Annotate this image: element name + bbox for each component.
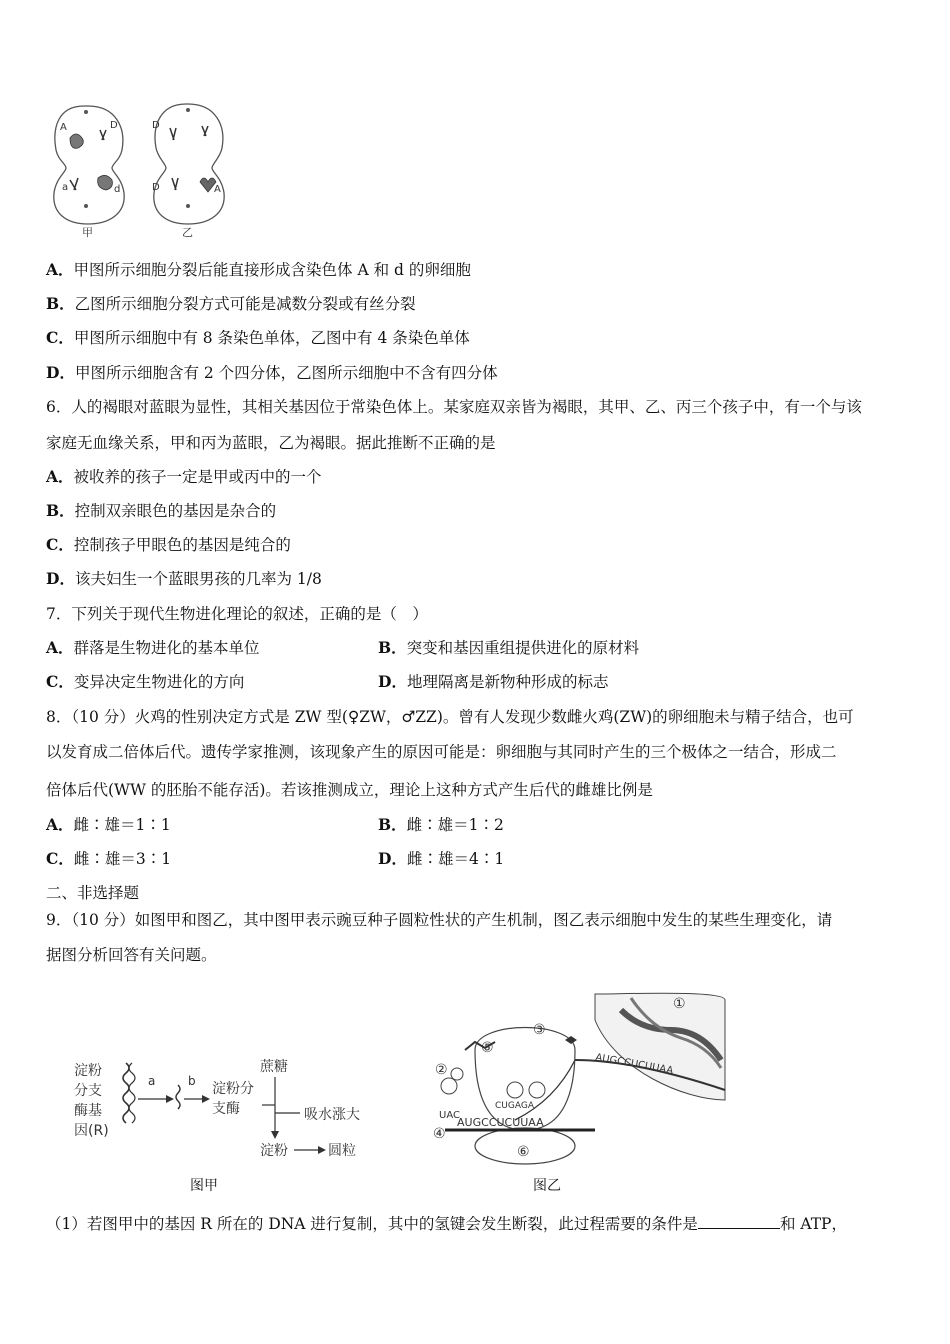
figure-yi-caption: 图乙 (533, 1178, 561, 1194)
anticodon-2: CUGAGA (495, 1101, 534, 1111)
gene-label-4: 因(R) (74, 1123, 109, 1139)
caption-jia: 甲 (82, 226, 93, 238)
cell-division-drawing (48, 98, 238, 238)
q7-stem: 7．下列关于现代生物进化理论的叙述，正确的是（ ） (46, 605, 428, 623)
q8-options-row2 (46, 848, 906, 870)
q8-option-a: A．雌∶雄＝1∶1 (46, 815, 171, 834)
label-3: ③ (533, 1022, 546, 1038)
q8-stem-line1: 8．（10 分）火鸡的性别决定方式是 ZW 型(♀ZW，♂ZZ)。曾有人发现少数雌火鸡(ZW)的卵细胞未与精子结合，也可 (46, 708, 854, 726)
label-5: ⑤ (481, 1040, 494, 1056)
q7-option-a: A．群落是生物进化的基本单位 (46, 638, 260, 657)
figure-yi-diagram (425, 990, 735, 1175)
figure-yi (425, 990, 735, 1200)
figure-jia-diagram (70, 1055, 400, 1200)
mrna-top: AUGCCUCUUAA (594, 1052, 674, 1077)
q5-option-d: D．甲图所示细胞含有 2 个四分体，乙图所示细胞中不含有四分体 (46, 363, 498, 382)
q8-option-d: D．雌∶雄＝4∶1 (378, 849, 505, 868)
label-a: a (62, 182, 69, 193)
q6-option-b: B．控制双亲眼色的基因是杂合的 (46, 501, 277, 520)
q7-option-d: D．地理隔离是新物种形成的标志 (378, 672, 609, 691)
q9-stem-line2: 据图分析回答有关问题。 (46, 946, 217, 964)
q6-option-a: A．被收养的孩子一定是甲或丙中的一个 (46, 467, 322, 486)
mrna-bottom: AUGCCUCUUAA (457, 1116, 544, 1129)
q7-options-row2 (46, 671, 906, 693)
label-6: ⑥ (517, 1144, 530, 1160)
label-A: A (60, 122, 67, 133)
round-label: 圆粒 (328, 1143, 356, 1159)
label-D: D (110, 120, 118, 131)
q6-option-c: C．控制孩子甲眼色的基因是纯合的 (46, 535, 291, 554)
enzyme-label-1: 淀粉分 (212, 1081, 254, 1097)
q8-options-row1 (46, 814, 906, 836)
q8-option-c: C．雌∶雄＝3∶1 (46, 849, 172, 868)
gene-label-1: 淀粉 (74, 1063, 102, 1079)
q5-option-a: A．甲图所示细胞分裂后能直接形成含染色体 A 和 d 的卵细胞 (46, 260, 471, 279)
q9-stem-line1: 9．（10 分）如图甲和图乙，其中图甲表示豌豆种子圆粒性状的产生机制，图乙表示细胞中发生的某些生理变化，请 (46, 911, 833, 929)
anticodon-1: UAC (439, 1110, 460, 1121)
answer-blank[interactable] (698, 1214, 780, 1229)
absorb-label: 吸水涨大 (304, 1107, 360, 1123)
q5-option-b: B．乙图所示细胞分裂方式可能是减数分裂或有丝分裂 (46, 294, 416, 313)
q8-option-b: B．雌∶雄＝1∶2 (378, 815, 504, 834)
figure-jia-caption: 图甲 (190, 1178, 218, 1194)
q6-option-d: D．该夫妇生一个蓝眼男孩的几率为 1/8 (46, 569, 322, 588)
q6-stem-line1: 6．人的褐眼对蓝眼为显性，其相关基因位于常染色体上。某家庭双亲皆为褐眼，其甲、乙、丙三个孩子中，有一个与该 (46, 398, 862, 416)
q9-sub1: （1）若图甲中的基因 R 所在的 DNA 进行复制，其中的氢键会发生断裂，此过程需要的条件是 和 ATP， (46, 1215, 847, 1233)
arrow-a-label: a (148, 1074, 156, 1088)
starch-label: 淀粉 (260, 1143, 288, 1159)
caption-yi: 乙 (182, 226, 193, 238)
label-4: ④ (433, 1126, 446, 1142)
gene-label-3: 酶基 (74, 1103, 102, 1119)
section-heading: 二、非选择题 (46, 884, 140, 902)
q5-option-c: C．甲图所示细胞中有 8 条染色单体，乙图中有 4 条染色单体 (46, 328, 470, 347)
label-D-bottom: D (152, 182, 160, 193)
gene-label-2: 分支 (74, 1083, 102, 1099)
q8-stem-line2: 以发育成二倍体后代。遗传学家推测，该现象产生的原因可能是：卵细胞与其同时产生的三个极体之一结合，形成二 (46, 743, 837, 761)
label-2: ② (435, 1062, 448, 1078)
label-A-right: A (214, 184, 221, 195)
q7-options-row1 (46, 637, 906, 659)
arrow-b-label: b (188, 1074, 196, 1088)
figure-jia (70, 1055, 400, 1200)
label-1: ① (673, 996, 686, 1012)
q6-stem-line2: 家庭无血缘关系，甲和丙为蓝眼，乙为褐眼。据此推断不正确的是 (46, 434, 496, 452)
enzyme-label-2: 支酶 (212, 1101, 240, 1117)
q7-option-c: C．变异决定生物进化的方向 (46, 672, 245, 691)
cell-division-figure (48, 98, 238, 238)
q7-option-b: B．突变和基因重组提供进化的原材料 (378, 638, 640, 657)
q8-stem-line3: 倍体后代(WW 的胚胎不能存活)。若该推测成立，理论上这种方式产生后代的雌雄比例是 (46, 781, 653, 799)
sucrose-label: 蔗糖 (260, 1059, 288, 1075)
label-d: d (114, 184, 121, 195)
label-D-top: D (152, 120, 160, 131)
